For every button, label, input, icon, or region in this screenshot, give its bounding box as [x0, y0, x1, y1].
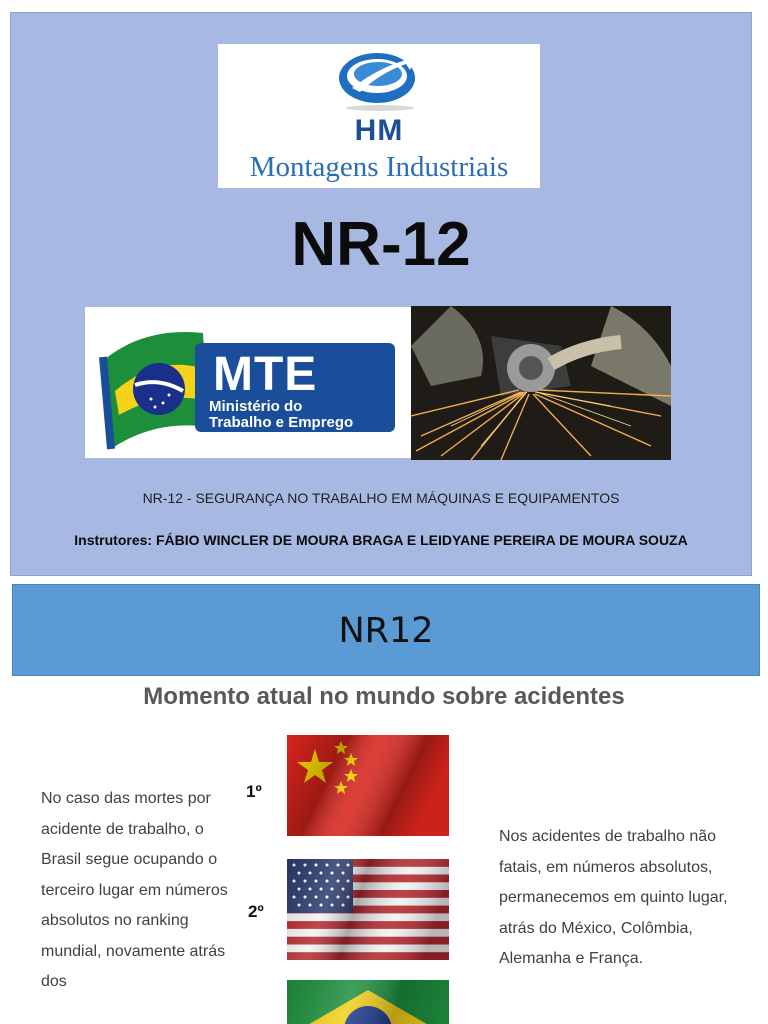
slide-title: NR-12: [291, 210, 471, 279]
china-flag-icon: [287, 735, 449, 836]
fatal-accidents-paragraph: No caso das mortes por acidente de trabalho, o Brasil segue ocupando o terceiro lugar em números absolutos no ranking mundial, novamente atrás dos: [41, 790, 228, 990]
mte-logo: [195, 343, 395, 432]
title-slide: [10, 12, 752, 576]
mte-line2: Trabalho e Emprego: [209, 414, 354, 431]
mte-logo-box: [85, 307, 411, 458]
section-heading: Momento atual no mundo sobre acidentes: [143, 683, 625, 710]
rank-label-2: 2º: [248, 902, 264, 921]
slide2-header: [12, 584, 760, 676]
instructors-line: Instrutores: FÁBIO WINCLER DE MOURA BRAGA E LEIDYANE PEREIRA DE MOURA SOUZA: [74, 532, 688, 548]
grinder-sparks-photo: [411, 306, 671, 460]
usa-flag-icon: [287, 859, 449, 960]
hm-initials: HM: [354, 114, 404, 147]
hm-swoosh-icon: [330, 48, 430, 114]
mte-ministry-name: [209, 399, 353, 431]
slide2-title: NR12: [338, 611, 434, 651]
mte-line1: Ministério do: [209, 398, 303, 415]
non-fatal-accidents-paragraph: Nos acidentes de trabalho não fatais, em números absolutos, permanecemos em quinto lugar, atrás do México, Colômbia, Alemanha e França.: [499, 828, 728, 967]
hm-company-logo: [218, 44, 540, 188]
brazil-flag-icon: [287, 980, 449, 1024]
slide-subtitle: NR-12 - SEGURANÇA NO TRABALHO EM MÁQUINAS E EQUIPAMENTOS: [142, 490, 620, 506]
hm-company-name: Montagens Industriais: [249, 151, 509, 183]
mte-acronym: MTE: [213, 348, 318, 401]
rank-label-1: 1º: [246, 782, 262, 801]
